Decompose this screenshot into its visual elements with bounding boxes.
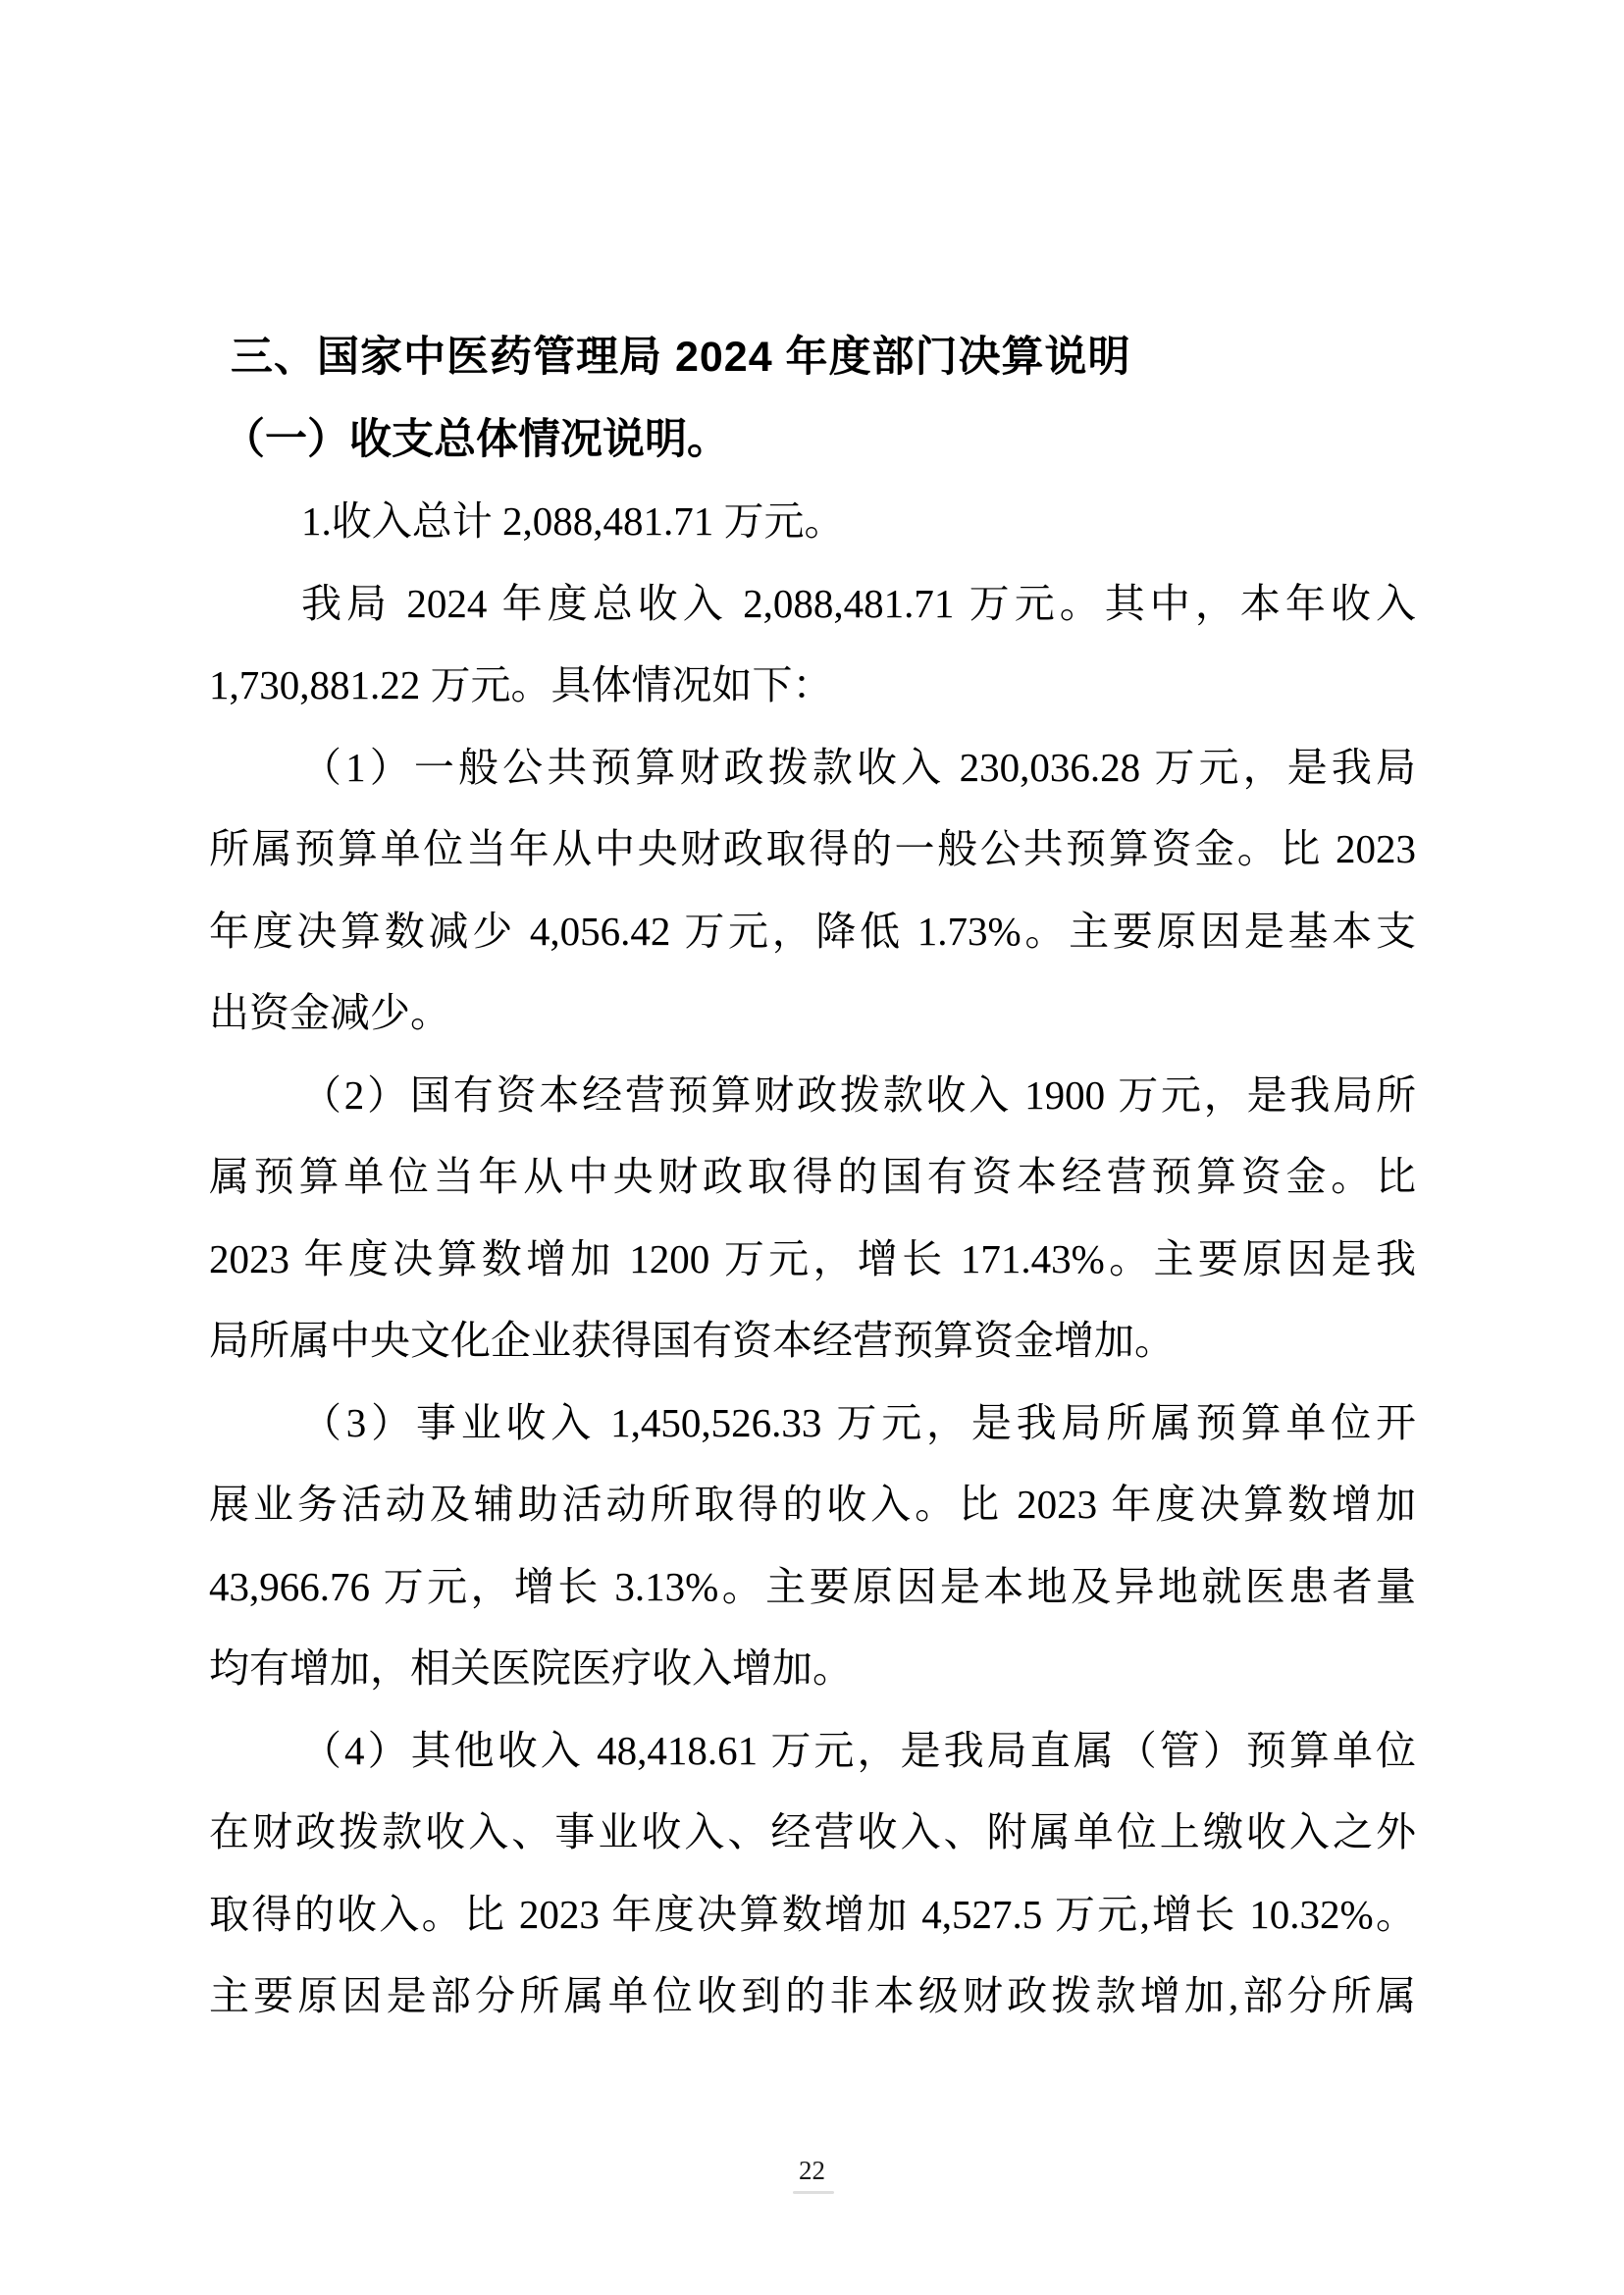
paragraph-line: （4）其他收入 48,418.61 万元，是我局直属（管）预算单位 — [301, 1727, 1416, 1773]
subsection-heading: （一）收支总体情况说明。 — [223, 416, 729, 463]
paragraph-line: 所属预算单位当年从中央财政取得的一般公共预算资金。比 2023 — [209, 826, 1416, 871]
paragraph-line: （3）事业收入 1,450,526.33 万元，是我局所属预算单位开 — [301, 1399, 1416, 1445]
paragraph-line: 局所属中央文化企业获得国有资本经营预算资金增加。 — [209, 1318, 1175, 1363]
page-number: 22 — [799, 2156, 825, 2185]
paragraph-line: 年度决算数减少 4,056.42 万元，降低 1.73%。主要原因是基本支 — [209, 908, 1416, 954]
paragraph-line: 出资金减少。 — [209, 990, 450, 1035]
paragraph-line: 主要原因是部分所属单位收到的非本级财政拨款增加,部分所属 — [209, 1973, 1416, 2018]
paragraph-line: 43,966.76 万元，增长 3.13%。主要原因是本地及异地就医患者量 — [209, 1563, 1416, 1609]
paragraph-line: 取得的收入。比 2023 年度决算数增加 4,527.5 万元,增长 10.32%。 — [209, 1891, 1416, 1937]
paragraph-line: 属预算单位当年从中央财政取得的国有资本经营预算资金。比 — [209, 1154, 1416, 1199]
section-heading: 三、国家中医药管理局 2024 年度部门决算说明 — [231, 334, 1131, 381]
paragraph-line: 2023 年度决算数增加 1200 万元，增长 171.43%。主要原因是我 — [209, 1235, 1416, 1281]
scan-artifact — [793, 2191, 834, 2194]
paragraph-line: 均有增加，相关医院医疗收入增加。 — [209, 1645, 853, 1691]
text-block — [209, 317, 1416, 2038]
paragraph-line: 在财政拨款收入、事业收入、经营收入、附属单位上缴收入之外 — [209, 1809, 1416, 1854]
paragraph-line: 我局 2024 年度总收入 2,088,481.71 万元。其中，本年收入 — [301, 580, 1416, 626]
paragraph-line: 1.收入总计 2,088,481.71 万元。 — [301, 498, 845, 544]
paragraph-line: （2）国有资本经营预算财政拨款收入 1900 万元，是我局所 — [301, 1071, 1416, 1118]
paragraph-line: （1）一般公共预算财政拨款收入 230,036.28 万元，是我局 — [301, 744, 1416, 790]
paragraph-line: 展业务活动及辅助活动所取得的收入。比 2023 年度决算数增加 — [209, 1482, 1416, 1527]
paragraph-line: 1,730,881.22 万元。具体情况如下： — [209, 662, 833, 707]
